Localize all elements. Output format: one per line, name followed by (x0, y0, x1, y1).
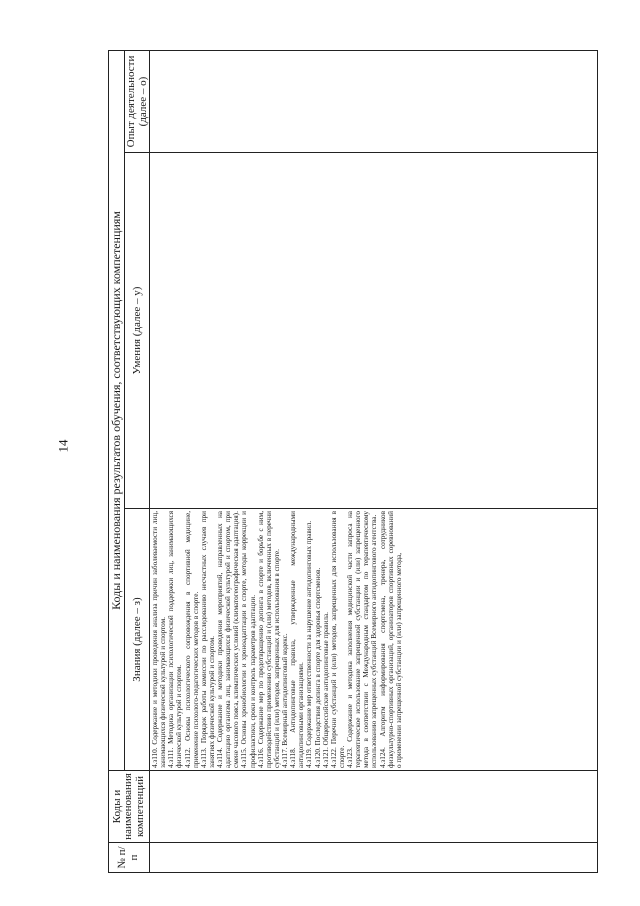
rotated-table-container (108, 51, 598, 873)
knowledge-item: 4.з118. Антидопинговые правила, утвержденные международными антидопинговыми организациями. (289, 511, 306, 768)
knowledge-item: 4.з122. Перечни субстанций и (или) методов, запрещенных для использования в спорте. (329, 511, 346, 768)
knowledge-item: 4.з120. Последствия допинга в спорте для здоровья спортсменов. (313, 567, 322, 768)
header-codes: Коды и наименования компетенций (109, 771, 150, 843)
knowledge-item: 4.з124. Алгоритм информирования спортсмена, тренера, сотрудников физкультурно-спортивных организаций, организаторов спортивных соревнований о применении запрещенной субстанции и (или) запрещенного метода, (378, 511, 403, 768)
knowledge-item: 4.з123. Содержание и методика заполнения медицинской части запроса на терапевтическое использование запрещенной субстанции и (или) запрещенного метода в соответствии с Международным стандартом по терапевтическому использованию запрещенных субстанций Всемирного антидопингового агентства. (346, 511, 379, 768)
knowledge-item: 4.з114. Содержание и методики проведения мероприятий, направленных на адаптацию организма лиц, занимающихся физической культурой и спортом, при смене часового пояса, климатических условий (климатогеографическая адаптация). (216, 511, 241, 768)
competency-table (108, 50, 598, 873)
header-knowledge: Знания (далее – з) (125, 509, 150, 771)
cell-experience (150, 50, 598, 152)
knowledge-item: 4.з117. Всемирный антидопинговый кодекс. (281, 633, 289, 768)
knowledge-item: 4.з121. Общероссийские антидопинговые правила. (321, 612, 330, 768)
knowledge-item: 4.з116. Содержание мер по предотвращению допинга в спорте и борьбе с ним, противодействию применению субстанций и (или) методов, включенных в перечни субстанций и (или) методов, запрещенных для использования в спорте. (256, 511, 281, 768)
knowledge-item: 4.з113. Порядок работы комиссии по расследованию несчастных случаев при занятиях физической культурой и спортом. (199, 511, 216, 768)
knowledge-item: 4.з112. Основы психологического сопровождения в спортивной медицине, применение психолого-педагогических методов в спорте. (183, 511, 200, 768)
knowledge-item: 4.з110. Содержание и методики проведения анализа причин заболеваемости лиц, занимающихся физической культурой и спортом. (151, 511, 168, 768)
header-results-group: Коды и наименования результатов обучения, соответствующих компетенциям (109, 50, 125, 770)
cell-knowledge (150, 509, 598, 771)
header-num: № п/п (109, 843, 150, 873)
knowledge-item: 4.з119. Содержание мер ответственности за нарушение антидопинговых правил. (305, 520, 314, 768)
cell-skills (150, 153, 598, 509)
knowledge-item: 4.з115. Основы хронобиологии и хроноадаптации в спорте, методы коррекции и профилактики, сроки и контроль параметров адаптации. (240, 511, 257, 768)
header-skills: Умения (далее – у) (125, 153, 150, 509)
knowledge-item: 4.з111. Методика организации психологической поддержки лиц, занимающихся физической культурой и спортом. (167, 511, 184, 768)
page-number: 14 (55, 439, 71, 453)
cell-num (150, 843, 598, 873)
cell-codes (150, 771, 598, 843)
header-experience: Опыт деятельности (далее – о) (125, 50, 150, 152)
